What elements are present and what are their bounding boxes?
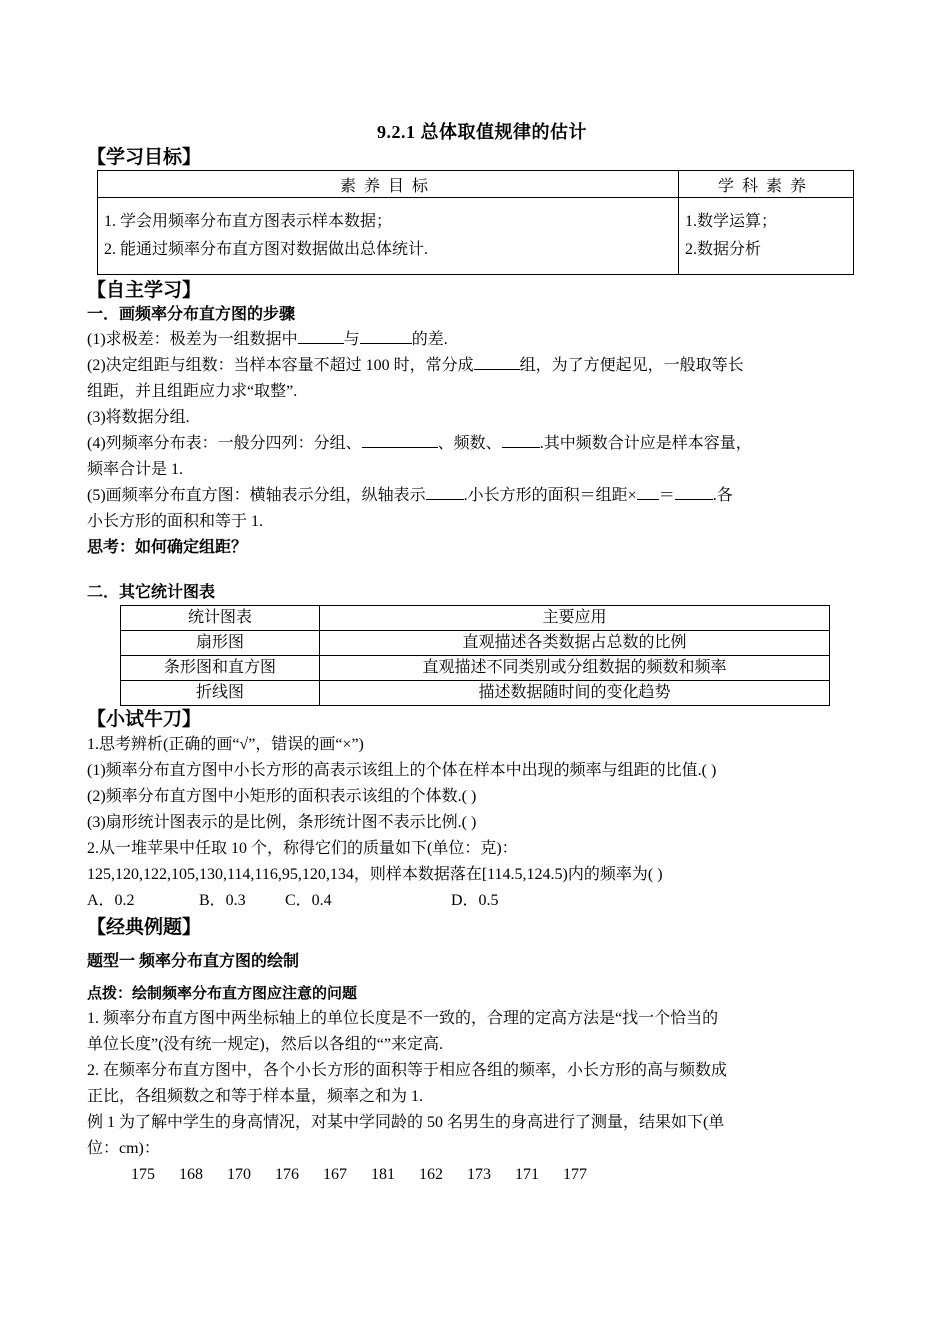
table-cell: 条形图和直方图 (121, 656, 320, 681)
height-value: 168 (179, 1166, 203, 1183)
goals-col1-cell (98, 198, 679, 275)
fill-blank[interactable] (298, 327, 344, 344)
table-cell: 折线图 (121, 681, 320, 706)
option-a[interactable]: A．0.2 (87, 892, 135, 909)
fill-blank[interactable] (474, 353, 520, 370)
part1-title: 一．画频率分布直方图的步骤 (87, 306, 296, 323)
goals-col2-cell (679, 198, 854, 275)
fill-blank[interactable] (362, 431, 438, 448)
part2-title: 二．其它统计图表 (87, 584, 216, 601)
literacy-line: 2.数据分析 (685, 241, 762, 258)
literacy-line: 1.数学运算； (685, 213, 778, 230)
option-d[interactable]: D．0.5 (451, 892, 499, 909)
tip-title: 点拨：绘制频率分布直方图应注意的问题 (87, 986, 358, 1002)
chart-types-table (120, 605, 830, 706)
height-value: 162 (419, 1166, 443, 1183)
document-page (87, 112, 877, 1188)
learning-goals-heading: 【学习目标】 (87, 147, 202, 168)
fill-blank[interactable] (637, 483, 659, 500)
example-1-cont: 位：cm)： (87, 1140, 160, 1157)
height-value: 176 (275, 1166, 299, 1183)
tip-2-cont: 正比，各组频数之和等于样本量，频率之和为 1. (87, 1088, 424, 1105)
tip-1: 1. 频率分布直方图中两坐标轴上的单位长度是不一致的，合理的定高方法是“找一个恰当的 (87, 1010, 719, 1027)
step-5-cont: 小长方形的面积和等于 1. (87, 513, 264, 530)
option-c[interactable]: C．0.4 (285, 892, 332, 909)
table-header-cell: 统计图表 (121, 606, 320, 631)
height-value: 175 (131, 1166, 155, 1183)
height-value: 171 (515, 1166, 539, 1183)
height-value: 177 (563, 1166, 587, 1183)
height-data-row (87, 1162, 877, 1188)
think-question: 思考：如何确定组距？ (87, 539, 248, 556)
fill-blank[interactable] (360, 327, 412, 344)
step-2-cont: 组距，并且组距应力求“取整”. (87, 383, 298, 400)
question-2-data: 125,120,122,105,130,114,116,95,120,134，则样本数据落在[114.5,124.5)内的频率为( ) (87, 866, 663, 883)
page-title: 9.2.1 总体取值规律的估计 (377, 122, 587, 142)
type-1-title: 题型一 频率分布直方图的绘制 (87, 953, 300, 970)
goals-table (97, 170, 854, 275)
table-cell: 扇形图 (121, 631, 320, 656)
trial-heading: 【小试牛刀】 (87, 709, 202, 730)
example-1: 例 1 为了解中学生的身高情况，对某中学同龄的 50 名男生的身高进行了测量，结果如下(单 (87, 1114, 725, 1131)
question-1-item: (3)扇形统计图表示的是比例，条形统计图不表示比例.( ) (87, 814, 477, 831)
step-4-cont: 频率合计是 1. (87, 461, 184, 478)
question-1-item: (2)频率分布直方图中小矩形的面积表示该组的个体数.( ) (87, 788, 477, 805)
table-header-row (121, 606, 830, 631)
step-5: (5)画频率分布直方图：横轴表示分组，纵轴表示 .小长方形的面积＝组距× ＝ .各 (87, 483, 877, 509)
option-b[interactable]: B．0.3 (199, 892, 246, 909)
step-4: (4)列频率分布表：一般分四列：分组、 、频数、 .其中频数合计应是样本容量， (87, 431, 877, 457)
step-3: (3)将数据分组. (87, 409, 190, 426)
step-2: (2)决定组距与组数：当样本容量不超过 100 时，常分成 组，为了方便起见，一般取等长 (87, 353, 877, 379)
table-row (121, 631, 830, 656)
table-header-cell: 主要应用 (320, 606, 830, 631)
step-1: (1)求极差：极差为一组数据中 与 的差. (87, 327, 877, 353)
goal-line: 2. 能通过频率分布直方图对数据做出总体统计. (104, 241, 429, 258)
goals-col1-header: 素养目标 (98, 171, 679, 198)
tip-1-cont: 单位长度”(没有统一规定)，然后以各组的“”来定高. (87, 1036, 443, 1053)
self-study-heading: 【自主学习】 (87, 280, 202, 301)
question-2: 2.从一堆苹果中任取 10 个，称得它们的质量如下(单位：克)： (87, 840, 518, 857)
fill-blank[interactable] (675, 483, 713, 500)
tip-2: 2. 在频率分布直方图中，各个小长方形的面积等于相应各组的频率，小长方形的高与频数成 (87, 1062, 728, 1079)
fill-blank[interactable] (502, 431, 540, 448)
question-1: 1.思考辨析(正确的画“√”，错误的画“×”) (87, 736, 364, 753)
examples-heading: 【经典例题】 (87, 917, 202, 938)
table-cell: 直观描述不同类别或分组数据的频数和频率 (320, 656, 830, 681)
height-value: 181 (371, 1166, 395, 1183)
goals-col2-header: 学科素养 (679, 171, 854, 198)
goal-line: 1. 学会用频率分布直方图表示样本数据； (104, 213, 393, 230)
table-row (121, 656, 830, 681)
fill-blank[interactable] (426, 483, 464, 500)
height-value: 170 (227, 1166, 251, 1183)
height-value: 173 (467, 1166, 491, 1183)
height-value: 167 (323, 1166, 347, 1183)
table-cell: 直观描述各类数据占总数的比例 (320, 631, 830, 656)
answer-options (87, 888, 877, 914)
table-row (121, 681, 830, 706)
question-1-item: (1)频率分布直方图中小长方形的高表示该组上的个体在样本中出现的频率与组距的比值.( ) (87, 762, 717, 779)
table-cell: 描述数据随时间的变化趋势 (320, 681, 830, 706)
